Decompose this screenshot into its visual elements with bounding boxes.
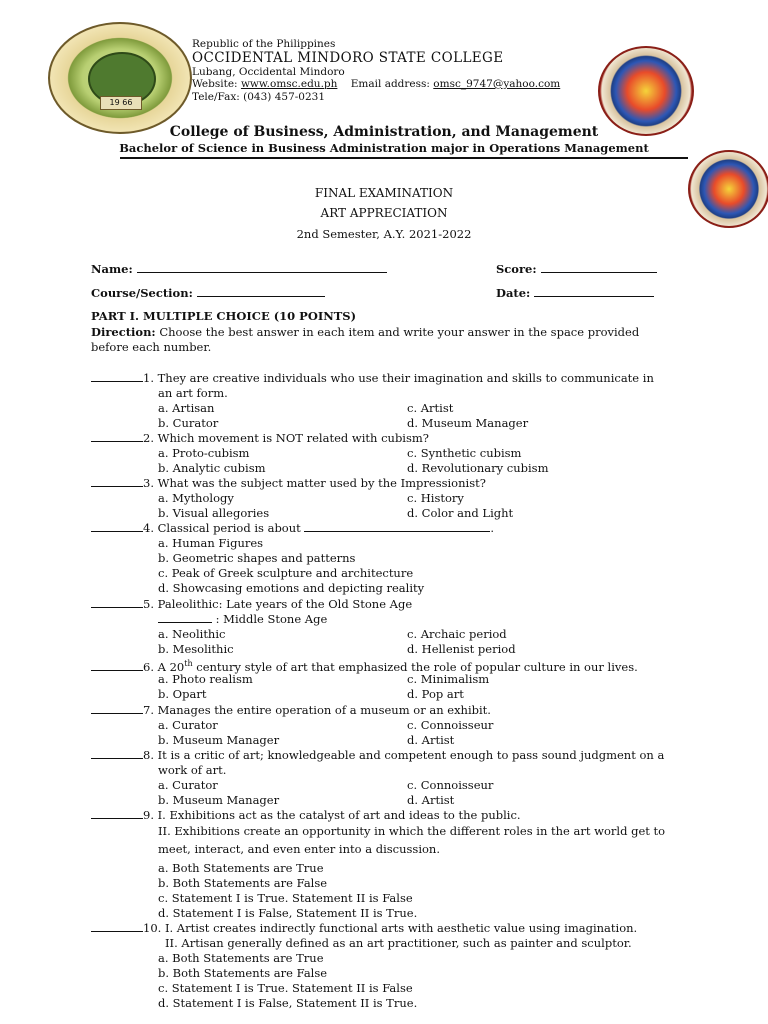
choice-3a: a. Mythology (158, 491, 234, 505)
exam-title: FINAL EXAMINATION (314, 186, 454, 200)
stem-sup: th (184, 659, 193, 668)
question-stem: 4. Classical period is about (143, 521, 301, 535)
date-label: Date: (496, 286, 531, 300)
choice-5c: c. Archaic period (407, 627, 507, 641)
course-label: Course/Section: (91, 286, 193, 300)
seal-year: 19 66 (100, 96, 142, 110)
choice-10a: a. Both Statements are True (158, 951, 324, 965)
fill-in-blank-5[interactable] (158, 612, 212, 623)
score-label: Score: (496, 262, 537, 276)
choice-2b: b. Analytic cubism (158, 461, 266, 475)
answer-blank-10[interactable] (91, 921, 143, 932)
choice-7a: a. Curator (158, 718, 218, 732)
direction-line2: before each number. (91, 340, 212, 354)
question-3 (91, 476, 486, 490)
choice-4b: b. Geometric shapes and patterns (158, 551, 356, 565)
choice-5a: a. Neolithic (158, 627, 226, 641)
fill-in-blank-4[interactable] (304, 521, 490, 532)
choice-9d: d. Statement I is False, Statement II is True. (158, 906, 418, 920)
choice-7d: d. Artist (407, 733, 455, 747)
choice-1d: d. Museum Manager (407, 416, 529, 430)
question-9 (91, 808, 521, 822)
direction-line1 (91, 325, 639, 339)
question-stem: 7. Manages the entire operation of a museum or an exhibit. (143, 703, 491, 717)
program-title: Bachelor of Science in Business Administration major in Operations Management (119, 141, 649, 155)
website-label: Website: (192, 78, 238, 90)
question-8 (91, 748, 664, 762)
question-stem: 1. They are creative individuals who use their imagination and skills to communicate in (143, 371, 654, 385)
direction-text: Choose the best answer in each item and write your answer in the space provided (159, 325, 640, 339)
question-9-stem-2: II. Exhibitions create an opportunity in which the different roles in the art world get to (158, 824, 666, 838)
direction-label: Direction: (91, 325, 156, 339)
part1-title: PART I. MULTIPLE CHOICE (10 POINTS) (91, 309, 357, 323)
score-field[interactable] (496, 262, 657, 276)
choice-6a: a. Photo realism (158, 672, 253, 686)
stem-post: century style of art that emphasized the role of popular culture in our lives. (192, 659, 638, 674)
date-field[interactable] (496, 286, 654, 300)
answer-blank-1[interactable] (91, 371, 143, 382)
choice-4a: a. Human Figures (158, 536, 264, 550)
department-title: College of Business, Administration, and Management (169, 124, 599, 140)
exam-subject: ART APPRECIATION (320, 206, 448, 220)
question-5-stem-cont (158, 612, 327, 626)
choice-10b: b. Both Statements are False (158, 966, 328, 980)
answer-blank-5[interactable] (91, 597, 143, 608)
choice-4c: c. Peak of Greek sculpture and architecture (158, 566, 414, 580)
name-label: Name: (91, 262, 133, 276)
choice-8c: c. Connoisseur (407, 778, 494, 792)
choice-7c: c. Connoisseur (407, 718, 494, 732)
question-8-stem-cont: work of art. (158, 763, 227, 777)
college-seal-right (598, 46, 694, 136)
choice-9b: b. Both Statements are False (158, 876, 328, 890)
choice-5b: b. Mesolithic (158, 642, 234, 656)
college-seal-left (48, 22, 192, 134)
republic-text: Republic of the Philippines (192, 38, 336, 50)
choice-8b: b. Museum Manager (158, 793, 280, 807)
question-stem: 10. I. Artist creates indirectly functional arts with aesthetic value using imagination. (143, 921, 638, 935)
choice-5d: d. Hellenist period (407, 642, 516, 656)
question-4: 4. Classical period is about . (91, 521, 494, 535)
question-stem: 5. Paleolithic: Late years of the Old Stone Age (143, 597, 413, 611)
question-stem: 8. It is a critic of art; knowledgeable and competent enough to pass sound judgment on a (143, 748, 665, 762)
choice-3d: d. Color and Light (407, 506, 514, 520)
choice-9a: a. Both Statements are True (158, 861, 324, 875)
question-1-stem-cont: an art form. (158, 386, 228, 400)
choice-7b: b. Museum Manager (158, 733, 280, 747)
email-label: Email address: (350, 78, 430, 90)
question-stem: 3. What was the subject matter used by the Impressionist? (143, 476, 486, 490)
question-stem: 9. I. Exhibitions act as the catalyst of art and ideas to the public. (143, 808, 521, 822)
choice-2a: a. Proto-cubism (158, 446, 250, 460)
contact-line (192, 78, 560, 90)
choice-3c: c. History (407, 491, 464, 505)
college-name: OCCIDENTAL MINDORO STATE COLLEGE (192, 50, 504, 66)
choice-8d: d. Artist (407, 793, 455, 807)
answer-blank-8[interactable] (91, 748, 143, 759)
question-7 (91, 703, 491, 717)
question-10-stem-2: II. Artisan generally defined as an art practitioner, such as painter and sculptor. (165, 936, 632, 950)
stem-cont: : Middle Stone Age (215, 612, 328, 626)
name-field[interactable] (91, 262, 387, 276)
choice-8a: a. Curator (158, 778, 218, 792)
exam-semester: 2nd Semester, A.Y. 2021-2022 (296, 227, 472, 241)
question-2 (91, 431, 429, 445)
choice-2d: d. Revolutionary cubism (407, 461, 549, 475)
choice-6d: d. Pop art (407, 687, 464, 701)
email-link[interactable]: omsc_9747@yahoo.com (433, 78, 561, 90)
answer-blank-3[interactable] (91, 476, 143, 487)
answer-blank-7[interactable] (91, 703, 143, 714)
stem-pre: 6. A 20 (143, 659, 185, 674)
telefax: Tele/Fax: (043) 457-0231 (192, 91, 326, 103)
choice-1c: c. Artist (407, 401, 454, 415)
question-5 (91, 597, 412, 611)
header-divider (120, 157, 688, 159)
choice-3b: b. Visual allegories (158, 506, 270, 520)
question-1 (91, 371, 654, 385)
choice-9c: c. Statement I is True. Statement II is False (158, 891, 413, 905)
answer-blank-4[interactable] (91, 521, 143, 532)
question-9-stem-3: meet, interact, and even enter into a discussion. (158, 842, 440, 856)
website-link[interactable]: www.omsc.edu.ph (240, 78, 338, 90)
question-10 (91, 921, 637, 935)
choice-6b: b. Opart (158, 687, 207, 701)
choice-4d: d. Showcasing emotions and depicting reality (158, 581, 425, 595)
choice-1b: b. Curator (158, 416, 219, 430)
choice-6c: c. Minimalism (407, 672, 490, 686)
answer-blank-6[interactable] (91, 660, 143, 671)
choice-2c: c. Synthetic cubism (407, 446, 522, 460)
answer-blank-9[interactable] (91, 808, 143, 819)
course-field[interactable] (91, 286, 325, 300)
question-stem: 2. Which movement is NOT related with cubism? (143, 431, 429, 445)
choice-10d: d. Statement I is False, Statement II is True. (158, 996, 418, 1010)
college-address: Lubang, Occidental Mindoro (192, 66, 345, 78)
choice-1a: a. Artisan (158, 401, 215, 415)
choice-10c: c. Statement I is True. Statement II is False (158, 981, 413, 995)
answer-blank-2[interactable] (91, 431, 143, 442)
